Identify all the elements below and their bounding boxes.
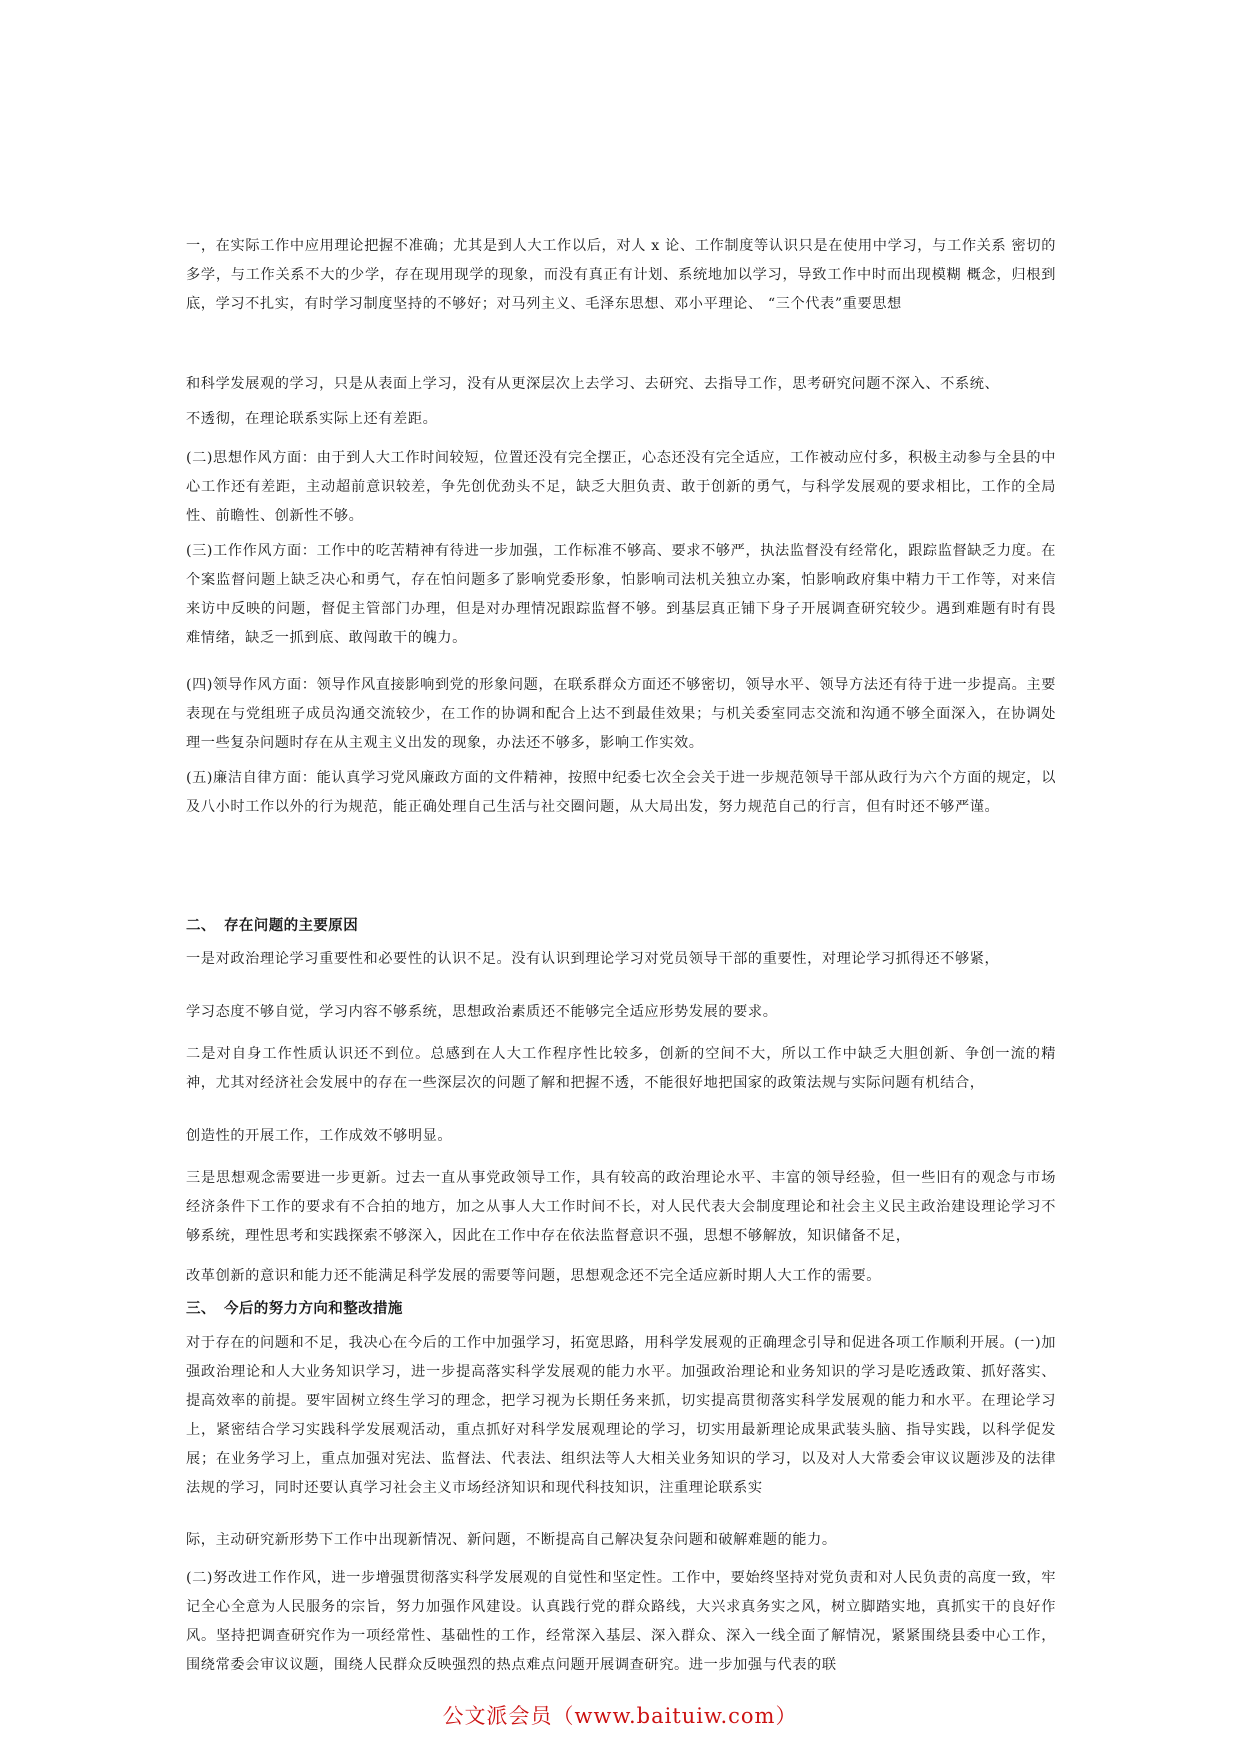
paragraph-cause-two-cont: 创造性的开展工作，工作成效不够明显。 <box>186 1128 453 1144</box>
paragraph-cause-three-cont: 改革创新的意识和能力还不能满足科学发展的需要等问题，思想观念还不完全适应新时期人大工作的需要。 <box>186 1268 882 1284</box>
footer-watermark: 公文派会员（www.baituiw.com） <box>442 1704 798 1728</box>
section-heading-improvement-measures <box>186 1298 1056 1320</box>
section-title: 今后的努力方向和整改措施 <box>224 1301 403 1317</box>
paragraph-measure-one-cont: 际，主动研究新形势下工作中出现新情况、新问题，不断提高自己解决复杂问题和破解难题的能力。 <box>186 1532 837 1548</box>
section-number: 二、 <box>186 918 216 934</box>
section-title: 存在问题的主要原因 <box>224 918 359 934</box>
section-number: 三、 <box>186 1301 216 1317</box>
paragraph-cause-three: 三是思想观念需要进一步更新。过去一直从事党政领导工作，具有较高的政治理论水平、丰富的领导经验，但一些旧有的观念与市场经济条件下工作的要求有不合拍的地方，加之从事人大工作时间不长，对人民代表大会制度理论和社会主义民主政治建设理论学习不够系统，理性思考和实践探索不够深入，因此在工作中存在依法监督意识不强，思想不够解放，知识储备不足， <box>186 1170 1056 1244</box>
paragraph-theory-application: 一，在实际工作中应用理论把握不准确；尤其是到人大工作以后，对人 x 论、工作制度等认识只是在使用中学习，与工作关系 密切的多学，与工作关系不大的少学，存在现用现学的现象，而没有真正有计划、系统地加以学习，导致工作中时而出现模糊 概念，归根到底，学习不扎实，有时学习制度坚持的不够好；对马列主义、毛泽东思想、邓小平理论、 “三个代表”重要思想 <box>186 238 1056 312</box>
paragraph-work-style: (三)工作作风方面：工作中的吃苦精神有待进一步加强，工作标准不够高、要求不够严，执法监督没有经常化，跟踪监督缺乏力度。在个案监督问题上缺乏决心和勇气，存在怕问题多了影响党委形象，怕影响司法机关独立办案，怕影响政府集中精力干工作等，对来信来访中反映的问题，督促主管部门办理，但是对办理情况跟踪监督不够。到基层真正铺下身子开展调查研究较少。遇到难题有时有畏难情绪，缺乏一抓到底、敢闯敢干的魄力。 <box>186 543 1056 646</box>
paragraph-integrity-self-discipline: (五)廉洁自律方面：能认真学习党风廉政方面的文件精神，按照中纪委七次全会关于进一步规范领导干部从政行为六个方面的规定，以及八小时工作以外的行为规范，能正确处理自己生活与社交圈问题，从大局出发，努力规范自己的行言，但有时还不够严谨。 <box>186 770 1056 815</box>
paragraph-measure-two: (二)努改进工作作风，进一步增强贯彻落实科学发展观的自觉性和坚定性。工作中，要始终坚持对党负责和对人民负责的高度一致，牢记全心全意为人民服务的宗旨，努力加强作风建设。认真践行党的群众路线，大兴求真务实之风，树立脚踏实地，真抓实干的良好作风。坚持把调查研究作为一项经常性、基础性的工作，经常深入基层、深入群众、深入一线全面了解情况，紧紧围绕县委中心工作，围绕常委会审议议题，围绕人民群众反映强烈的热点难点问题开展调查研究。进一步加强与代表的联 <box>186 1570 1056 1673</box>
paragraph-leadership-style: (四)领导作风方面：领导作风直接影响到党的形象问题，在联系群众方面还不够密切，领导水平、领导方法还有待于进一步提高。主要表现在与党组班子成员沟通交流较少，在工作的协调和配合上达不到最佳效果；与机关委室同志交流和沟通不够全面深入，在协调处理一些复杂问题时存在从主观主义出发的现象，办法还不够多，影响工作实效。 <box>186 677 1056 751</box>
paragraph-thinking-style: (二)思想作风方面：由于到人大工作时间较短，位置还没有完全摆正，心态还没有完全适应，工作被动应付多，积极主动参与全县的中心工作还有差距，主动超前意识较差，争先创优劲头不足，缺乏大胆负责、敢于创新的勇气，与科学发展观的要求相比，工作的全局性、前瞻性、创新性不够。 <box>186 450 1056 524</box>
paragraph-cause-one: 一是对政治理论学习重要性和必要性的认识不足。没有认识到理论学习对党员领导干部的重要性，对理论学习抓得还不够紧， <box>186 951 1000 967</box>
paragraph-measure-one: 对于存在的问题和不足，我决心在今后的工作中加强学习，拓宽思路，用科学发展观的正确理念引导和促进各项工作顺利开展。(一)加强政治理论和人大业务知识学习，进一步提高落实科学发展观的能力水平。加强政治理论和业务知识的学习是吃透政策、抓好落实、提高效率的前提。要牢固树立终生学习的理念，把学习视为长期任务来抓，切实提高贯彻落实科学发展观的能力和水平。在理论学习上，紧密结合学习实践科学发展观活动，重点抓好对科学发展观理论的学习，切实用最新理论成果武装头脑、指导实践，以科学促发展；在业务学习上，重点加强对宪法、监督法、代表法、组织法等人大相关业务知识的学习，以及对人大常委会审议议题涉及的法律法规的学习，同时还要认真学习社会主义市场经济知识和现代科技知识，注重理论联系实 <box>186 1335 1056 1496</box>
section-heading-main-causes <box>186 915 1056 937</box>
paragraph-cause-one-cont: 学习态度不够自觉，学习内容不够系统，思想政治素质还不能够完全适应形势发展的要求。 <box>186 1004 778 1020</box>
paragraph-theory-practice-gap: 不透彻，在理论联系实际上还有差距。 <box>186 411 438 427</box>
paragraph-cause-two: 二是对自身工作性质认识还不到位。总感到在人大工作程序性比较多，创新的空间不大，所以工作中缺乏大胆创新、争创一流的精神，尤其对经济社会发展中的存在一些深层次的问题了解和把握不透，不能很好地把国家的政策法规与实际问题有机结合， <box>186 1046 1056 1091</box>
paragraph-scientific-development-study: 和科学发展观的学习，只是从表面上学习，没有从更深层次上去学习、去研究、去指导工作，思考研究问题不深入、不系统、 <box>186 376 1000 392</box>
